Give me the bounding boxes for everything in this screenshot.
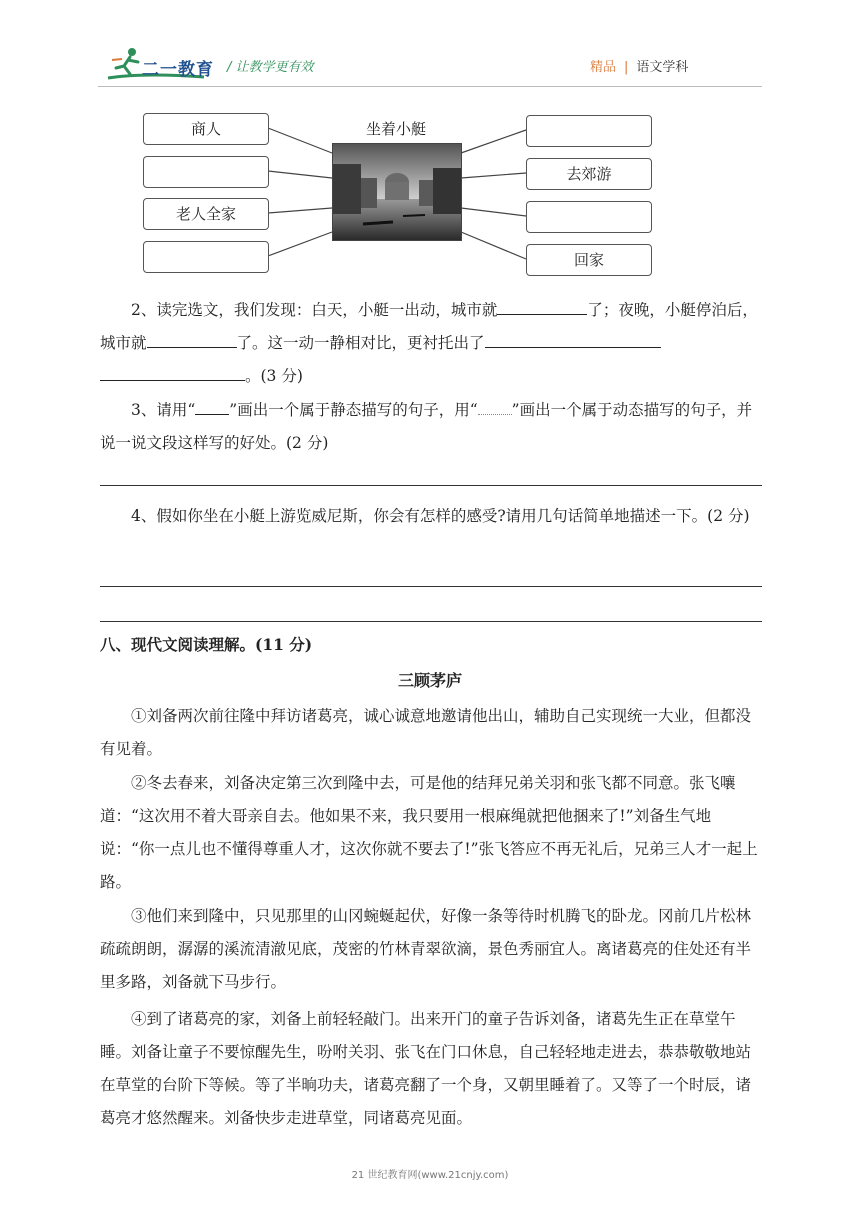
left-box-3: 老人全家 (143, 198, 269, 230)
q3-answer-line[interactable] (100, 485, 762, 486)
q2-blank-3[interactable] (485, 329, 661, 348)
section-heading: 八、现代文阅读理解。(11 分) (100, 635, 313, 654)
passage-paragraph-4: ④到了诸葛亮的家，刘备上前轻轻敲门。出来开门的童子告诉刘备，诸葛先生正在草堂午睡。刘备让童子不要惊醒先生，吩咐关羽、张飞在门口休息，自己轻轻地走进去，恭恭敬敬地站在草堂的台阶下等候。等了半晌功夫，诸葛亮翻了一个身，又朝里睡着了。又等了一个时辰，诸葛亮才悠然醒来。刘备快步走进草堂，同诸葛亮见面。 (100, 1010, 752, 1127)
logo-text: 二一教育 (142, 60, 214, 80)
q3-text-2: ”画出一个属于静态描写的句子，用“ (229, 401, 478, 419)
right-box-4: 回家 (526, 244, 652, 276)
q2-blank-4[interactable] (100, 362, 245, 381)
question-3 (100, 394, 762, 460)
photo-title: 坐着小艇 (365, 120, 426, 138)
solid-underline-sample (195, 400, 229, 415)
slogan: / 让教学更有效 (227, 60, 314, 75)
left-box-2 (143, 156, 269, 188)
q2-text-2: 了；夜晚，小艇停泊后，城市就 (100, 301, 758, 352)
q2-blank-2[interactable] (147, 329, 237, 348)
right-box-2: 去郊游 (526, 158, 652, 190)
right-box-3 (526, 201, 652, 233)
wavy-underline-sample (478, 404, 512, 415)
left-box-4 (143, 241, 269, 273)
question-2 (100, 294, 762, 393)
q4-answer-line-1[interactable] (100, 586, 762, 587)
subject-tag: 语文学科 (636, 60, 689, 75)
question-4: 4、假如你坐在小艇上游览威尼斯，你会有怎样的感受?请用几句话简单地描述一下。(2 分) (131, 507, 750, 525)
gondola-diagram (0, 0, 860, 290)
q3-text-3: ”画出一个属于动态描写的句子，并说一说文段这样写的好处。(2 分) (100, 401, 753, 452)
q4-answer-line-2[interactable] (100, 621, 762, 622)
passage-paragraph-1: ①刘备两次前往隆中拜访诸葛亮，诚心诚意地邀请他出山，辅助自己实现统一大业，但都没有见着。 (100, 707, 752, 758)
q2-text-1: 2、读完选文，我们发现：白天，小艇一出动，城市就 (131, 301, 498, 319)
tag-separator: | (624, 60, 629, 75)
left-box-1: 商人 (143, 113, 269, 145)
passage-paragraph-2: ②冬去春来，刘备决定第三次到隆中去，可是他的结拜兄弟关羽和张飞都不同意。张飞嚷道：“这次用不着大哥亲自去。他如果不来，我只要用一根麻绳就把他捆来了!”刘备生气地说：“你一点儿也不懂得尊重人才，这次你就不要去了!”张飞答应不再无礼后，兄弟三人才一起上路。 (100, 774, 758, 891)
q2-text-3: 了。这一动一静相对比，更衬托出了 (236, 334, 485, 352)
page-footer: 21 世纪教育网(www.21cnjy.com) (351, 1170, 509, 1181)
quality-tag: 精品 (590, 60, 617, 75)
q2-blank-1[interactable] (497, 296, 587, 315)
q3-text-1: 3、请用“ (131, 401, 196, 419)
passage-paragraph-3: ③他们来到隆中，只见那里的山冈蜿蜒起伏，好像一条等待时机腾飞的卧龙。冈前几片松林疏疏朗朗，潺潺的溪流清澈见底，茂密的竹林青翠欲滴，景色秀丽宜人。离诸葛亮的住处还有半里多路，刘备就下马步行。 (100, 907, 752, 991)
q2-text-4: 。(3 分) (245, 367, 303, 385)
passage-title: 三顾茅庐 (397, 671, 462, 690)
venice-photo (332, 143, 462, 241)
right-box-1 (526, 115, 652, 147)
